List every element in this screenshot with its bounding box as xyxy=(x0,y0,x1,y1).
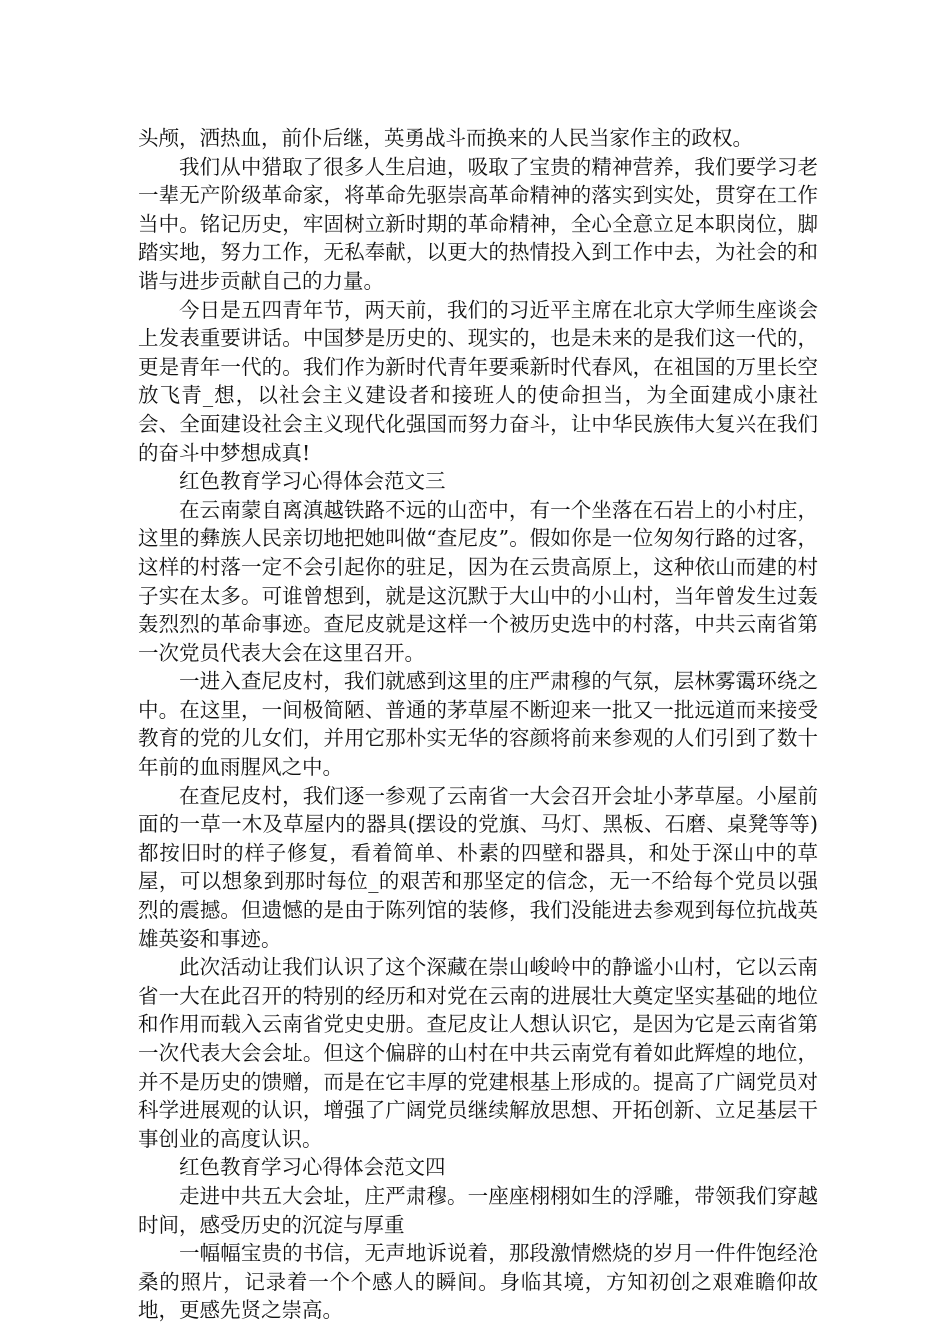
paragraph-chanipi-reflection: 此次活动让我们认识了这个深藏在崇山峻岭中的静谧小山村，它以云南省一大在此召开的特别的经历和对党在云南的进展壮大奠定坚实基础的地位和作用而载入云南省党史史册。查尼皮让人想认识它，是因为它是云南省第一次代表大会会址。但这个偏辟的山村在中共云南党有着如此辉煌的地位，并不是历史的馈赠，而是在它丰厚的党建根基上形成的。提高了广阔党员对科学进展观的认识，增强了广阔党员继续解放思想、开拓创新、立足基层干事创业的高度认识。 xyxy=(138,955,818,1151)
paragraph-inspiration: 我们从中猎取了很多人生启迪，吸取了宝贵的精神营养，我们要学习老一辈无产阶级革命家，将革命先驱崇高革命精神的落实到实处，贯穿在工作当中。铭记历史，牢固树立新时期的革命精神，全心全意立足本职岗位，脚踏实地，努力工作，无私奉献，以更大的热情投入到工作中去，为社会的和谐与进步贡献自己的力量。 xyxy=(138,154,818,293)
paragraph-youth-day: 今日是五四青年节，两天前，我们的习近平主席在北京大学师生座谈会上发表重要讲话。中国梦是历史的、现实的，也是未来的是我们这一代的，更是青年一代的。我们作为新时代青年要乘新时代春风，在祖国的万里长空放飞青_想，以社会主义建设者和接班人的使命担当，为全面建成小康社会、全面建设社会主义现代化强国而努力奋斗，让中华民族伟大复兴在我们的奋斗中梦想成真! xyxy=(138,297,818,465)
section-heading-four: 红色教育学习心得体会范文四 xyxy=(179,1155,446,1180)
paragraph-fifth-congress: 走进中共五大会址，庄严肃穆。一座座栩栩如生的浮雕，带领我们穿越时间，感受历史的沉淀与厚重 xyxy=(138,1183,818,1237)
paragraph-chanipi-atmosphere: 一进入查尼皮村，我们就感到这里的庄严肃穆的气氛，层林雾霭环绕之中。在这里，一间极简陋、普通的茅草屋不断迎来一批又一批远道而来接受教育的党的儿女们，并用它那朴实无华的容颜将前来参观的人们引到了数十年前的血雨腥风之中。 xyxy=(138,669,818,780)
section-heading-three: 红色教育学习心得体会范文三 xyxy=(179,469,446,494)
document-body xyxy=(138,124,818,1325)
paragraph-continuation: 头颅，洒热血，前仆后继，英勇战斗而换来的人民当家作主的政权。 xyxy=(138,126,753,150)
paragraph-letters: 一幅幅宝贵的书信，无声地诉说着，那段激情燃烧的岁月一件件饱经沧桑的照片，记录着一个个感人的瞬间。身临其境，方知初创之艰难瞻仰故地，更感先贤之崇高。 xyxy=(138,1241,818,1323)
paragraph-chanipi-visit: 在查尼皮村，我们逐一参观了云南省一大会召开会址小茅草屋。小屋前面的一草一木及草屋内的器具(摆设的党旗、马灯、黑板、石磨、桌凳等等)都按旧时的样子修复，看着简单、朴素的四壁和器具，和处于深山中的草屋，可以想象到那时每位_的艰苦和那坚定的信念，无一不给每个党员以强烈的震撼。但遗憾的是由于陈列馆的装修，我们没能进去参观到每位抗战英雄英姿和事迹。 xyxy=(138,783,818,951)
paragraph-chanipi-intro: 在云南蒙自离滇越铁路不远的山峦中，有一个坐落在石岩上的小村庄，这里的彝族人民亲切地把她叫做“查尼皮”。假如你是一位匆匆行路的过客，这样的村落一定不会引起你的驻足，因为在云贵高原上，这种依山而建的村子实在太多。可谁曾想到，就是这沉默于大山中的小山村，当年曾发生过轰轰烈烈的革命事迹。查尼皮就是这样一个被历史选中的村落，中共云南省第一次党员代表大会在这里召开。 xyxy=(138,497,818,665)
